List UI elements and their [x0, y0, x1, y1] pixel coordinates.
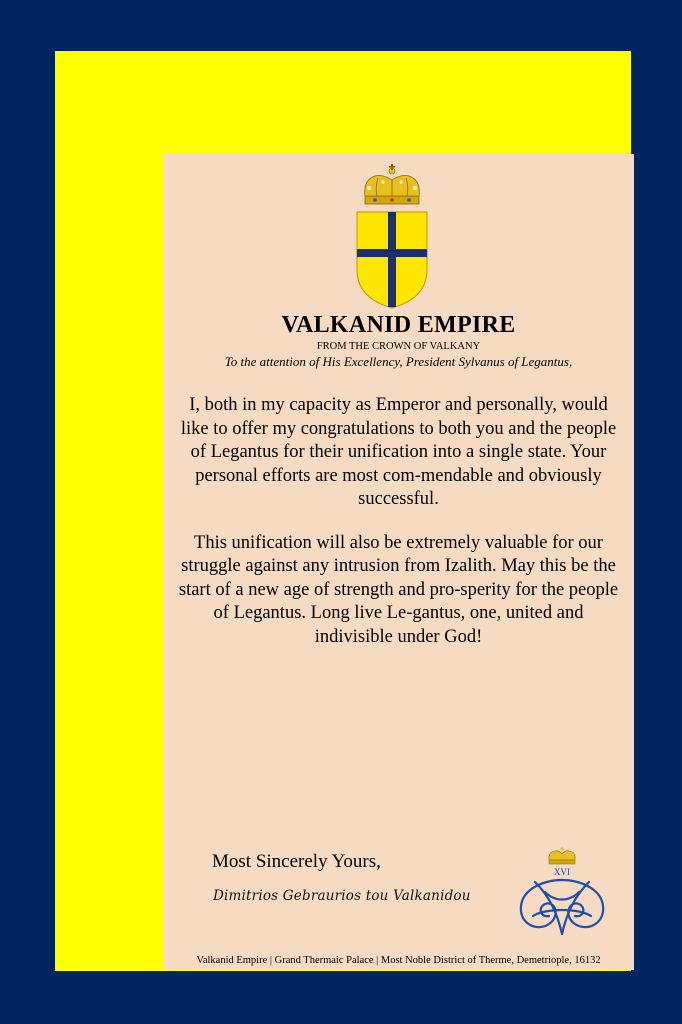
crowned-shield-icon — [353, 160, 431, 310]
document-subtitle: FROM THE CROWN OF VALKANY — [316, 341, 481, 352]
yellow-frame — [55, 51, 631, 971]
paragraph-2: This unification will also be extremely valuable for our struggle against any intrusion from Izalith. May this be the start of a new age of strength and pro-sperity for the people of Legantus. Long live Le-gantus, one, united and indivisible under God! — [178, 532, 619, 647]
document-title: VALKANID EMPIRE — [281, 312, 516, 338]
signature: Dimitrios Gebraurios tou Valkanidou — [213, 888, 471, 904]
salutation-line: To the attention of His Excellency, President Sylvanus of Legantus, — [224, 354, 573, 369]
letter-body — [175, 394, 622, 669]
closing-line: Most Sincerely Yours, — [212, 851, 381, 872]
monogram-numeral: XVI — [554, 867, 570, 877]
footer-address: Valkanid Empire | Grand Thermaic Palace | Most Noble District of Therme, Demetriople, 16132 — [196, 955, 601, 966]
letter-paper — [163, 154, 634, 970]
paragraph-1: I, both in my capacity as Emperor and personally, would like to offer my congratulations to both you and the people of Legantus for their unification into a single state. Your personal efforts are most com-mendable and obviously successful. — [180, 395, 617, 509]
crowned-monogram-icon — [515, 846, 609, 938]
